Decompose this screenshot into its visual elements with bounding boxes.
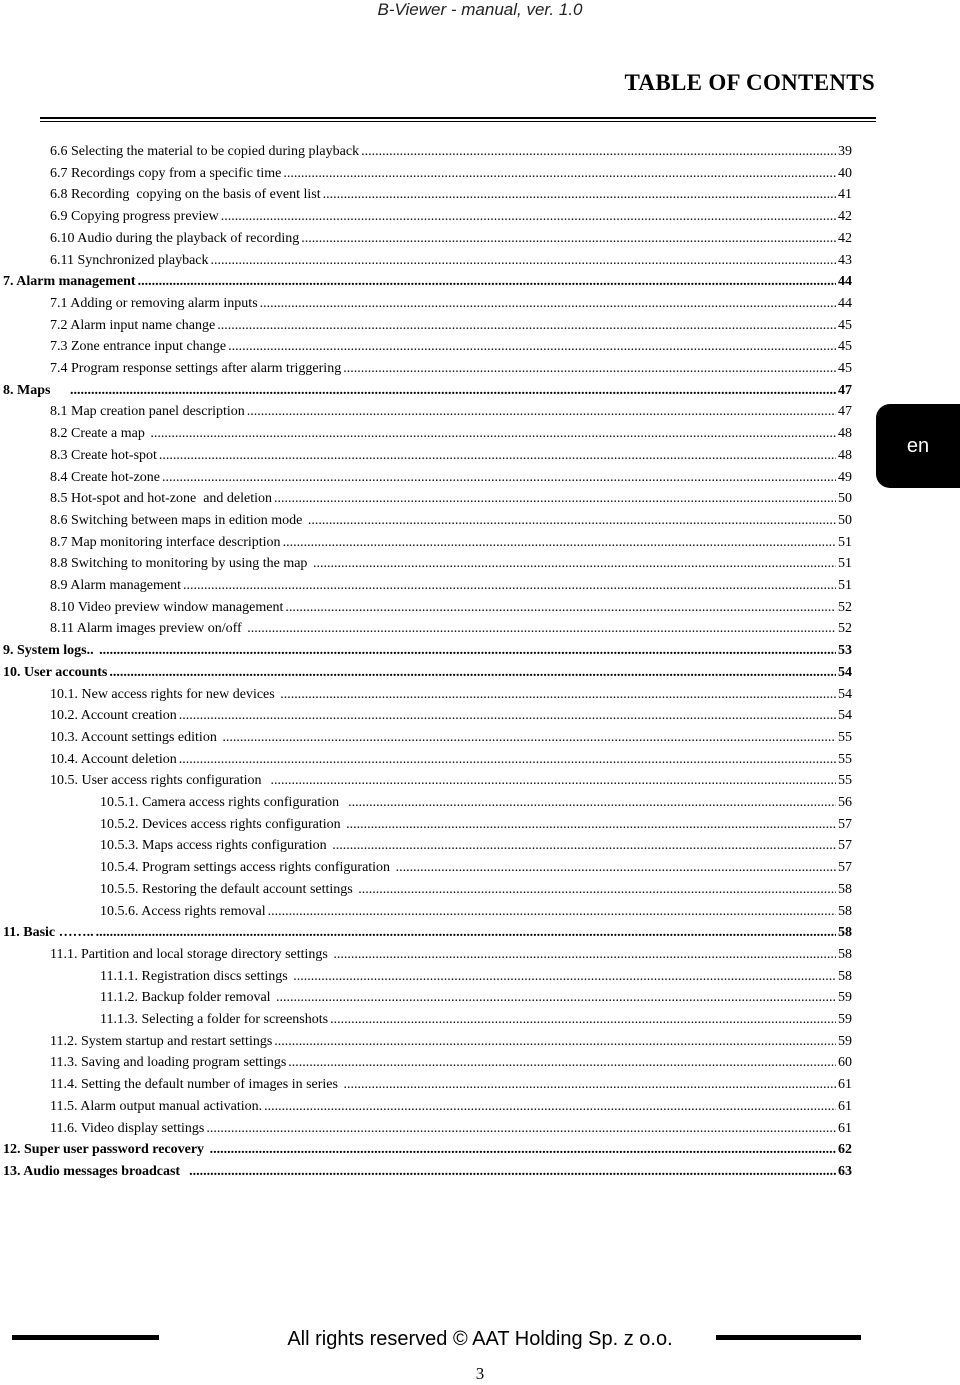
toc-entry-leader [260, 294, 836, 314]
toc-entry-page: 61 [838, 1120, 852, 1136]
toc-entry-title: 10.5.4. Program settings access rights configuration [100, 860, 394, 876]
toc-entry-leader [268, 902, 836, 922]
toc-entry-leader [179, 750, 836, 770]
toc-entry-title: 10. User accounts [3, 664, 108, 680]
toc-entry-title: 11.1.1. Registration discs settings [100, 968, 292, 984]
toc-entry-leader [283, 164, 836, 184]
toc-entry-leader [288, 1053, 836, 1073]
toc-entry[interactable] [50, 251, 852, 271]
toc-entry[interactable] [100, 858, 852, 878]
toc-entry-page: 58 [838, 946, 852, 962]
toc-entry-page: 52 [838, 599, 852, 615]
toc-entry-leader [70, 381, 836, 401]
toc-entry-title: 11.2. System startup and restart settings [50, 1033, 273, 1049]
toc-entry-leader [189, 1162, 836, 1182]
toc-entry-page: 60 [838, 1055, 852, 1071]
toc-entry-page: 39 [838, 144, 852, 159]
toc-entry-leader [348, 793, 836, 813]
language-tab-label: en [906, 434, 930, 457]
toc-entry[interactable] [50, 337, 852, 357]
toc-entry-title: 8.7 Map monitoring interface description [50, 534, 281, 550]
toc-entry-title: 10.5.1. Camera access rights configuration [100, 795, 347, 810]
toc-entry-title: 10.4. Account deletion [50, 751, 177, 767]
toc-entry-page: 50 [838, 512, 852, 528]
toc-entry-title: 11.3. Saving and loading program settings [50, 1055, 287, 1071]
toc-entry-title: 11.1. Partition and local storage directory settings [50, 946, 332, 962]
toc-entry-leader [228, 337, 836, 357]
toc-entry-page: 42 [838, 230, 852, 246]
toc-entry[interactable] [100, 815, 852, 835]
toc-entry-title: 8.10 Video preview window management [50, 599, 284, 615]
toc-entry-title: 13. Audio messages broadcast [3, 1163, 188, 1179]
toc-entry-leader [332, 836, 836, 856]
toc-entry-leader [361, 142, 836, 162]
header-rule [40, 117, 876, 122]
toc-entry-leader [206, 1119, 836, 1139]
toc-entry[interactable] [50, 1053, 852, 1073]
toc-entry-title: 11.6. Video display settings [50, 1120, 205, 1136]
language-tab [876, 404, 960, 488]
toc-entry-leader [280, 685, 836, 705]
toc-entry-page: 53 [838, 643, 852, 659]
toc-entry-page: 45 [838, 339, 852, 355]
toc-entry[interactable] [50, 771, 852, 791]
toc-entry-page: 51 [838, 534, 852, 550]
footer-copyright: All rights reserved © AAT Holding Sp. z o.o. [287, 1328, 673, 1350]
toc-entry-title: 10.5. User access rights configuration [50, 773, 269, 789]
toc-entry[interactable] [50, 554, 852, 574]
toc-entry[interactable] [3, 1140, 852, 1160]
toc-entry-leader [333, 945, 836, 965]
toc-entry-page: 59 [838, 1012, 852, 1027]
toc-entry-title: 8.3 Create hot-spot [50, 447, 157, 463]
toc-entry-title: 10.2. Account creation [50, 708, 177, 724]
toc-entry-title: 7.4 Program response settings after alarm triggering [50, 361, 342, 376]
toc-entry-leader [308, 511, 836, 531]
toc-entry-leader [358, 880, 836, 900]
toc-entry-leader [274, 1032, 836, 1052]
toc-entry[interactable] [3, 641, 852, 661]
toc-entry-title: 8.1 Map creation panel description [50, 404, 245, 420]
toc-entry-title: 8.11 Alarm images preview on/off [50, 621, 246, 637]
toc-entry-title: 7.2 Alarm input name change [50, 317, 216, 333]
toc-heading: TABLE OF CONTENTS [624, 70, 875, 95]
page-header-title: B-Viewer - manual, ver. 1.0 [377, 0, 583, 19]
toc-entry-title: 6.6 Selecting the material to be copied during playback [50, 144, 360, 159]
toc-entry-page: 44 [838, 295, 852, 311]
toc-entry-title: 6.7 Recordings copy from a specific time [50, 165, 282, 181]
toc-entry-leader [264, 1097, 836, 1117]
toc-entry[interactable] [50, 207, 852, 227]
toc-entry[interactable] [50, 728, 852, 748]
toc-entry-page: 57 [838, 860, 852, 876]
page-number: 3 [475, 1364, 485, 1383]
toc-entry-title: 10.3. Account settings edition [50, 729, 221, 745]
toc-entry-title: 10.5.6. Access rights removal [100, 903, 266, 919]
toc-entry-page: 58 [838, 968, 852, 984]
toc-entry-leader [323, 185, 836, 205]
toc-entry-leader [162, 468, 836, 488]
toc-entry-page: 45 [838, 361, 852, 376]
toc-entry-title: 7.3 Zone entrance input change [50, 339, 227, 355]
toc-entry-page: 56 [838, 795, 852, 810]
toc-entry-title: 8.5 Hot-spot and hot-zone and deletion [50, 491, 273, 507]
toc-entry[interactable] [50, 533, 852, 553]
toc-entry-leader [293, 967, 836, 987]
toc-entry[interactable] [100, 836, 852, 856]
toc-entry-title: 6.11 Synchronized playback [50, 252, 209, 268]
toc-entry-page: 44 [838, 274, 852, 290]
toc-entry[interactable] [100, 988, 852, 1008]
toc-entry-page: 41 [838, 187, 852, 203]
toc-entry-title: 11.5. Alarm output manual activation. [50, 1098, 263, 1114]
toc-entry-title: 8. Maps [3, 382, 68, 398]
toc-entry-leader [211, 251, 837, 271]
toc-entry[interactable] [100, 793, 852, 813]
toc-entry-leader [96, 923, 836, 943]
toc-entry-title: 12. Super user password recovery [3, 1142, 208, 1158]
toc-entry-title: 7. Alarm management [3, 274, 136, 290]
toc-entry[interactable] [100, 1010, 852, 1030]
toc-entry[interactable] [50, 1119, 852, 1139]
toc-entry-leader [330, 1010, 836, 1030]
toc-entry[interactable] [50, 511, 852, 531]
toc-entry-page: 57 [838, 838, 852, 854]
toc-entry-title: 10.5.2. Devices access rights configuration [100, 816, 345, 832]
toc-entry-title: 6.9 Copying progress preview [50, 209, 219, 225]
toc-entry[interactable] [50, 706, 852, 726]
toc-entry-title: 6.10 Audio during the playback of recording [50, 230, 300, 246]
toc-entry[interactable] [50, 142, 852, 162]
toc-entry-leader [221, 207, 836, 227]
toc-entry-page: 54 [838, 686, 852, 702]
toc-entry-title: 8.6 Switching between maps in edition mode [50, 512, 306, 528]
toc-entry[interactable] [3, 381, 852, 401]
toc-entry-page: 54 [838, 708, 852, 724]
toc-entry-title: 8.2 Create a map [50, 426, 149, 442]
toc-entry-title: 10.5.5. Restoring the default account settings [100, 881, 357, 897]
toc-entry-page: 40 [838, 165, 852, 181]
toc-entry[interactable] [50, 185, 852, 205]
toc-entry[interactable] [50, 294, 852, 314]
toc-entry[interactable] [50, 359, 852, 379]
toc-entry-leader [271, 771, 837, 791]
toc-entry-title: 11.4. Setting the default number of images in series [50, 1077, 342, 1093]
toc-entry-page: 58 [838, 903, 852, 919]
toc-entry-page: 47 [838, 382, 852, 398]
toc-entry-leader [183, 576, 836, 596]
toc-entry[interactable] [50, 446, 852, 466]
toc-entry-leader [274, 489, 836, 509]
toc-entry-title: 10.1. New access rights for new devices [50, 686, 279, 702]
toc-entry-page: 48 [838, 447, 852, 463]
toc-entry[interactable] [3, 663, 852, 683]
toc-entry[interactable] [50, 164, 852, 184]
toc-entry-title: 10.5.3. Maps access rights configuration [100, 838, 331, 854]
toc-entry[interactable] [3, 272, 852, 292]
toc-entry[interactable] [100, 880, 852, 900]
toc-entry-leader [222, 728, 836, 748]
toc-entry-page: 55 [838, 773, 852, 789]
toc-entry-leader [301, 229, 836, 249]
toc-entry-leader [346, 815, 836, 835]
toc-entry[interactable] [50, 229, 852, 249]
toc-entry[interactable] [100, 902, 852, 922]
toc-entry-leader [159, 446, 836, 466]
toc-entry[interactable] [50, 750, 852, 770]
toc-entry-title: 8.9 Alarm management [50, 578, 182, 593]
toc-entry-title: 11.1.3. Selecting a folder for screenshots [100, 1012, 329, 1027]
toc-entry-page: 49 [838, 469, 852, 485]
toc-entry-page: 61 [838, 1077, 852, 1093]
toc-entry-page: 62 [838, 1142, 852, 1158]
toc-entry-page: 48 [838, 426, 852, 442]
toc-entry-leader [150, 424, 836, 444]
toc-entry[interactable] [50, 316, 852, 336]
toc-entry-leader [179, 706, 836, 726]
toc-entry-title: 11.1.2. Backup folder removal [100, 990, 275, 1006]
toc-entry[interactable] [3, 1162, 852, 1182]
toc-entry[interactable] [50, 619, 852, 639]
toc-entry-leader [109, 663, 836, 683]
toc-entry-page: 47 [838, 404, 852, 420]
toc-entry[interactable] [50, 424, 852, 444]
toc-entry-leader [247, 619, 836, 639]
toc-entry-leader [283, 533, 836, 553]
toc-entry-title: 8.4 Create hot-zone [50, 469, 161, 485]
toc-entry-leader [313, 554, 836, 574]
toc-entry-leader [217, 316, 836, 336]
toc-entry-leader [285, 598, 836, 618]
toc-entry-page: 42 [838, 209, 852, 225]
toc-entry-page: 59 [838, 990, 852, 1006]
toc-entry-page: 55 [838, 751, 852, 767]
toc-entry-leader [396, 858, 836, 878]
toc-entry[interactable] [50, 1032, 852, 1052]
toc-entry-page: 55 [838, 729, 852, 745]
toc-entry[interactable] [50, 402, 852, 422]
toc-entry[interactable] [50, 1075, 852, 1095]
toc-entry-leader [247, 402, 836, 422]
toc-entry-leader [276, 988, 836, 1008]
toc-entry-page: 51 [838, 578, 852, 593]
toc-entry-page: 59 [838, 1033, 852, 1049]
toc-entry[interactable] [3, 923, 852, 943]
toc-entry-page: 50 [838, 491, 852, 507]
toc-entry[interactable] [100, 967, 852, 987]
toc-entry-leader [99, 641, 836, 661]
toc-entry[interactable] [50, 945, 852, 965]
toc-entry-title: 8.8 Switching to monitoring by using the map [50, 556, 311, 572]
toc-entry-leader [343, 1075, 836, 1095]
toc-entry-title: 9. System logs.. [3, 643, 98, 659]
toc-entry-title: 11. Basic …….. [3, 925, 94, 941]
toc-entry[interactable] [50, 598, 852, 618]
toc-entry-title: 7.1 Adding or removing alarm inputs [50, 295, 258, 311]
toc-entry[interactable] [50, 685, 852, 705]
toc-entry[interactable] [50, 468, 852, 488]
toc-entry-leader [343, 359, 836, 379]
toc-entry-page: 58 [838, 925, 852, 941]
toc-entry-leader [138, 272, 836, 292]
toc-entry[interactable] [50, 489, 852, 509]
toc-entry-page: 58 [838, 881, 852, 897]
toc-entry-page: 43 [838, 252, 852, 268]
toc-entry-page: 54 [838, 664, 852, 680]
toc-entry-page: 52 [838, 621, 852, 637]
toc-entry-page: 45 [838, 317, 852, 333]
toc-entry-page: 51 [838, 556, 852, 572]
toc-entry-page: 61 [838, 1098, 852, 1114]
toc-entry-title: 6.8 Recording copying on the basis of event list [50, 187, 321, 203]
toc-entry-page: 63 [838, 1163, 852, 1179]
toc-entry-leader [210, 1140, 836, 1160]
toc-entry[interactable] [50, 1097, 852, 1117]
toc-entry-page: 57 [838, 816, 852, 832]
toc-entry[interactable] [50, 576, 852, 596]
